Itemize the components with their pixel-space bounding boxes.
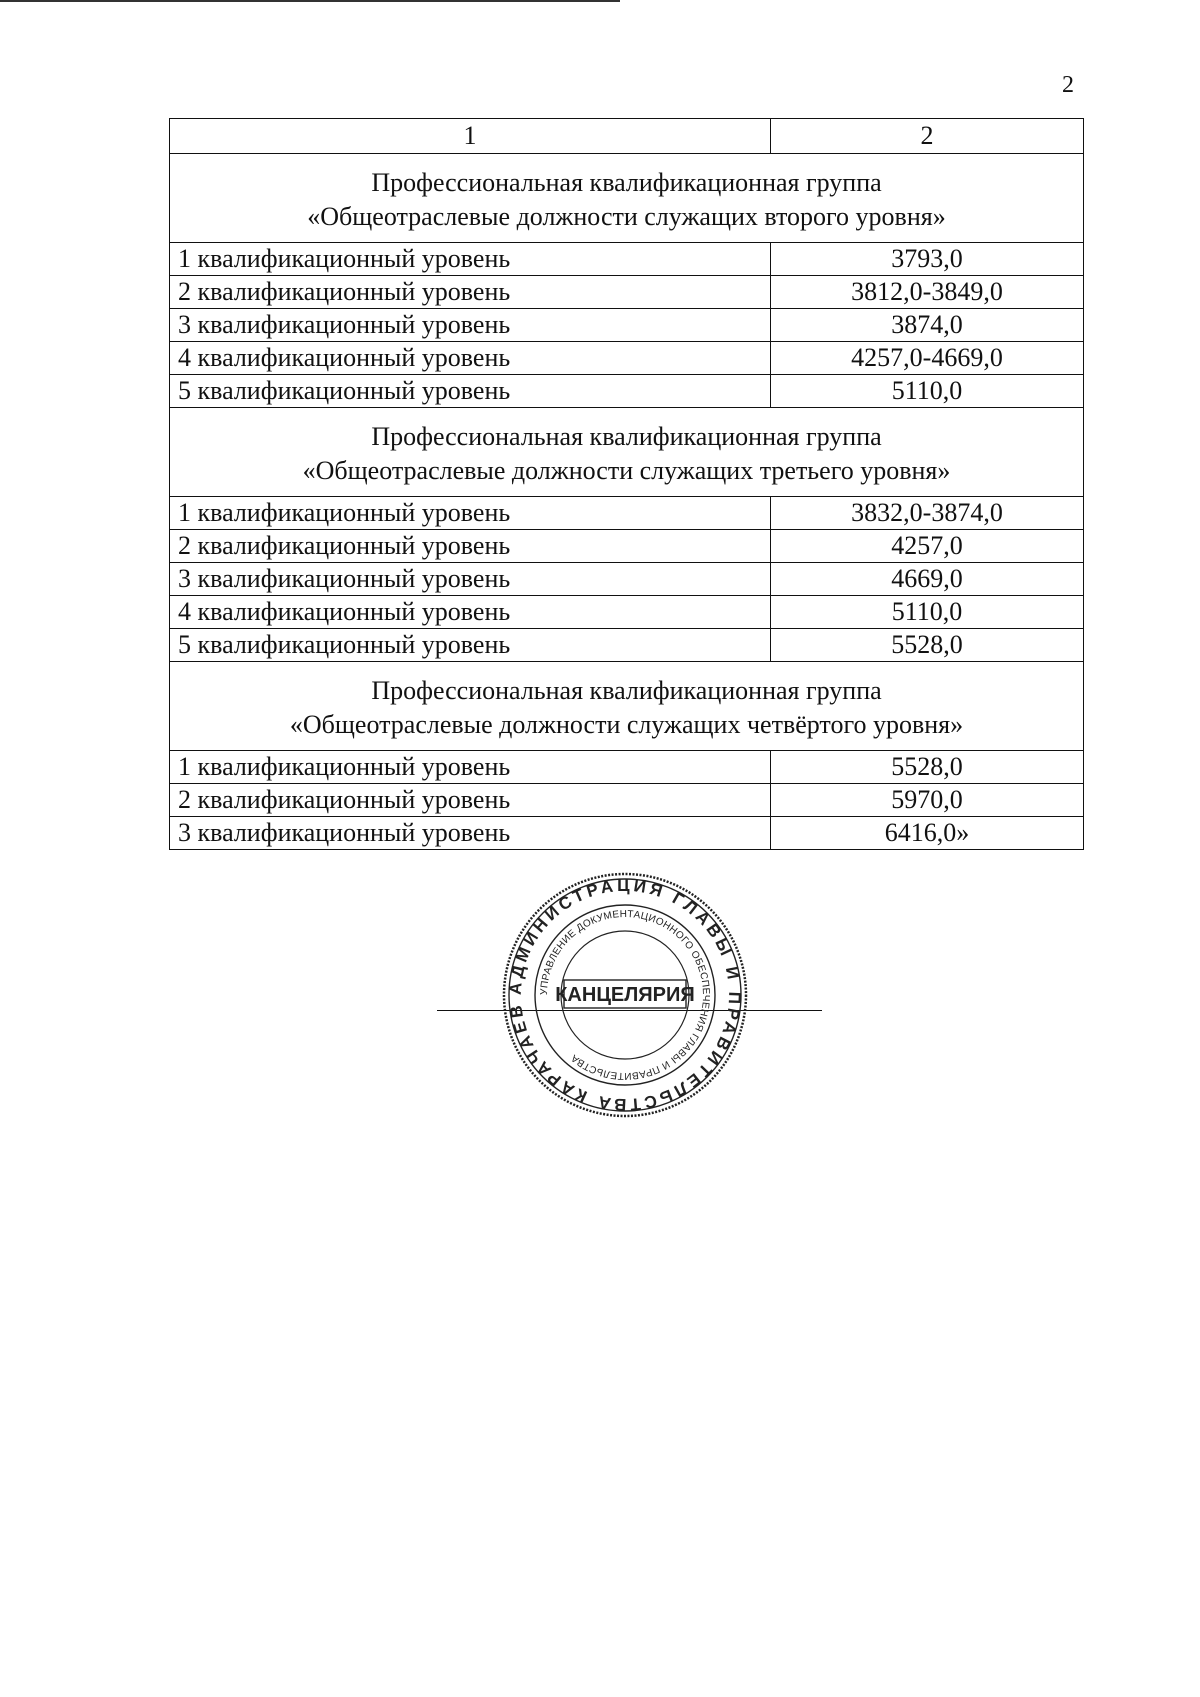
value-cell: 5970,0	[771, 784, 1084, 817]
value-cell: 4669,0	[771, 563, 1084, 596]
level-cell: 1 квалификационный уровень	[170, 497, 771, 530]
level-cell: 4 квалификационный уровень	[170, 596, 771, 629]
group-title-line1: Профессиональная квалификационная группа	[371, 422, 882, 451]
value-cell: 4257,0	[771, 530, 1084, 563]
table-row	[170, 375, 1084, 408]
group-title-line2: «Общеотраслевые должности служащих третьего уровня»	[302, 456, 951, 485]
seal-inner-text: УПРАВЛЕНИЕ ДОКУМЕНТАЦИОННОГО ОБЕСПЕЧЕНИЯ ГЛАВЫ И ПРАВИТЕЛЬСТВА	[538, 908, 712, 1082]
header-cell-2: 2	[771, 119, 1084, 154]
table-row	[170, 596, 1084, 629]
level-cell: 1 квалификационный уровень	[170, 751, 771, 784]
value-cell: 5110,0	[771, 375, 1084, 408]
table-row	[170, 276, 1084, 309]
header-cell-1: 1	[170, 119, 771, 154]
value-cell: 3812,0-3849,0	[771, 276, 1084, 309]
table-row	[170, 784, 1084, 817]
table-row	[170, 751, 1084, 784]
group-title-line2: «Общеотраслевые должности служащих четвёртого уровня»	[289, 710, 964, 739]
table-row	[170, 629, 1084, 662]
official-seal	[500, 870, 750, 1120]
seal-graphic	[500, 870, 750, 1120]
value-cell: 3874,0	[771, 309, 1084, 342]
level-cell: 4 квалификационный уровень	[170, 342, 771, 375]
table-row	[170, 563, 1084, 596]
seal-center-text: КАНЦЕЛЯРИЯ	[555, 984, 695, 1006]
value-cell: 5528,0	[771, 751, 1084, 784]
group-title	[170, 662, 1084, 751]
level-cell: 2 квалификационный уровень	[170, 784, 771, 817]
group-title-line2: «Общеотраслевые должности служащих второго уровня»	[307, 202, 946, 231]
table-row	[170, 309, 1084, 342]
level-cell: 3 квалификационный уровень	[170, 309, 771, 342]
scan-edge-line	[0, 0, 620, 2]
level-cell: 2 квалификационный уровень	[170, 530, 771, 563]
page-number: 2	[1062, 72, 1074, 98]
table-row	[170, 342, 1084, 375]
table-row	[170, 243, 1084, 276]
level-cell: 3 квалификационный уровень	[170, 817, 771, 850]
level-cell: 1 квалификационный уровень	[170, 243, 771, 276]
level-cell: 2 квалификационный уровень	[170, 276, 771, 309]
value-cell: 5528,0	[771, 629, 1084, 662]
level-cell: 3 квалификационный уровень	[170, 563, 771, 596]
value-cell: 3832,0-3874,0	[771, 497, 1084, 530]
table-row	[170, 497, 1084, 530]
value-cell: 3793,0	[771, 243, 1084, 276]
group-title	[170, 408, 1084, 497]
value-cell: 6416,0»	[771, 817, 1084, 850]
value-cell: 5110,0	[771, 596, 1084, 629]
table-header-row	[170, 119, 1084, 154]
group-title-line1: Профессиональная квалификационная группа	[371, 676, 882, 705]
value-cell: 4257,0-4669,0	[771, 342, 1084, 375]
group-title-row	[170, 662, 1084, 751]
group-title-row	[170, 154, 1084, 243]
level-cell: 5 квалификационный уровень	[170, 629, 771, 662]
group-title	[170, 154, 1084, 243]
group-title-row	[170, 408, 1084, 497]
table-row	[170, 530, 1084, 563]
level-cell: 5 квалификационный уровень	[170, 375, 771, 408]
salary-table	[169, 118, 1084, 850]
table-row	[170, 817, 1084, 850]
seal-outer-text: АДМИНИСТРАЦИЯ ГЛАВЫ И ПРАВИТЕЛЬСТВА КАРАЧАЕВ	[505, 875, 745, 1115]
group-title-line1: Профессиональная квалификационная группа	[371, 168, 882, 197]
